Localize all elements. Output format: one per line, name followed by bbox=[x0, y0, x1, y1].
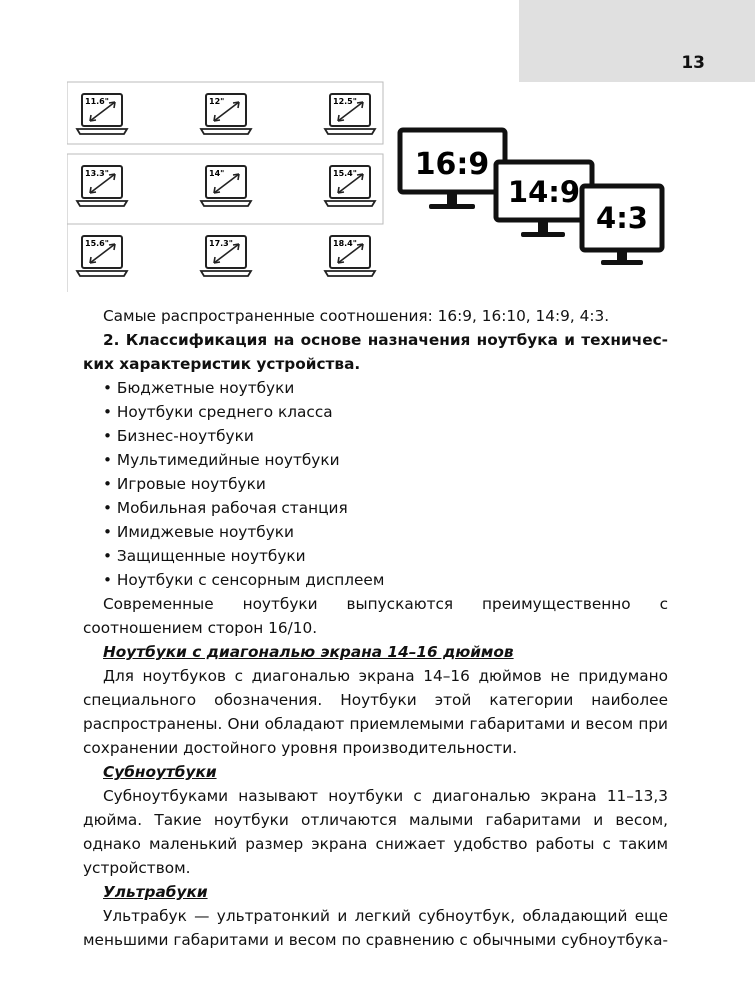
monitor-16-9 bbox=[400, 130, 505, 209]
body-text bbox=[83, 304, 668, 952]
list-item: • Мобильная рабочая станция bbox=[103, 499, 348, 517]
list-item: • Ноутбуки среднего класса bbox=[103, 403, 333, 421]
laptop-size-label: 14" bbox=[209, 169, 225, 178]
ratio-note-paragraph: Современные ноутбуки выпускаются преимущественно с соотношением сторон 16/10. bbox=[83, 595, 668, 637]
laptop-size-label: 15.6" bbox=[85, 239, 109, 248]
laptop-size-label: 12.5" bbox=[333, 97, 357, 106]
laptop-size-label: 11.6" bbox=[85, 97, 109, 106]
laptop-icon bbox=[201, 166, 251, 206]
classification-heading-line1: 2. Классификация на основе назначения ноутбука и техничес- bbox=[103, 331, 668, 349]
section-heading-14-16: Ноутбуки с диагональю экрана 14–16 дюймов bbox=[103, 643, 514, 661]
list-item: • Мультимедийные ноутбуки bbox=[103, 451, 340, 469]
laptop-icon bbox=[201, 94, 251, 134]
list-item: • Бюджетные ноутбуки bbox=[103, 379, 295, 397]
section-body-ultrabooks: Ультрабук — ультратонкий и легкий субноутбук, обладающий еще меньшими габаритами и весом по сравнению с обычными субноутбука- bbox=[83, 907, 668, 949]
category-list bbox=[83, 376, 668, 592]
section-body-14-16: Для ноутбуков с диагональю экрана 14–16 дюймов не придумано специального обозначения. Ноутбуки этой категории наиболее распространены. Они обладают приемлемыми габаритами и весом при сохранении достойного уровня производительности. bbox=[83, 667, 668, 757]
section-heading-ultrabooks: Ультрабуки bbox=[103, 883, 208, 901]
list-item: • Ноутбуки с сенсорным дисплеем bbox=[103, 571, 385, 589]
list-item: • Имиджевые ноутбуки bbox=[103, 523, 294, 541]
laptop-icon bbox=[325, 94, 375, 134]
intro-paragraph: Самые распространенные соотношения: 16:9, 16:10, 14:9, 4:3. bbox=[103, 307, 610, 325]
list-item: • Бизнес-ноутбуки bbox=[103, 427, 254, 445]
list-item: • Защищенные ноутбуки bbox=[103, 547, 306, 565]
figure-area bbox=[67, 80, 687, 292]
laptop-icon bbox=[325, 236, 375, 276]
monitor-14-9 bbox=[496, 162, 592, 237]
laptop-icon bbox=[201, 236, 251, 276]
monitor-4-3 bbox=[582, 186, 662, 265]
ratio-14-9-label: 14:9 bbox=[507, 175, 581, 209]
laptop-size-label: 18.4" bbox=[333, 239, 357, 248]
list-item: • Игровые ноутбуки bbox=[103, 475, 266, 493]
ratio-16-9-label: 16:9 bbox=[414, 147, 490, 182]
laptop-size-label: 15.4" bbox=[333, 169, 357, 178]
laptop-size-label: 17.3" bbox=[209, 239, 233, 248]
section-heading-subnotebooks: Субноутбуки bbox=[103, 763, 217, 781]
page-number: 13 bbox=[681, 53, 705, 73]
figure-illustration bbox=[67, 80, 687, 292]
page-number-tab bbox=[519, 0, 755, 82]
section-body-subnotebooks: Субноутбуками называют ноутбуки с диагональю экрана 11–13,3 дюйма. Такие ноутбуки отличаются малыми габаритами и весом, однако маленький размер экрана снижает удобство работы с таким устройством. bbox=[83, 787, 668, 877]
laptop-icon bbox=[77, 94, 127, 134]
laptop-size-label: 12" bbox=[209, 97, 225, 106]
laptop-icon bbox=[77, 166, 127, 206]
ratio-4-3-label: 4:3 bbox=[596, 201, 648, 235]
laptop-icon bbox=[325, 166, 375, 206]
laptop-icon bbox=[77, 236, 127, 276]
laptop-size-label: 13.3" bbox=[85, 169, 109, 178]
classification-heading-line2: ких характеристик устройства. bbox=[83, 355, 361, 373]
